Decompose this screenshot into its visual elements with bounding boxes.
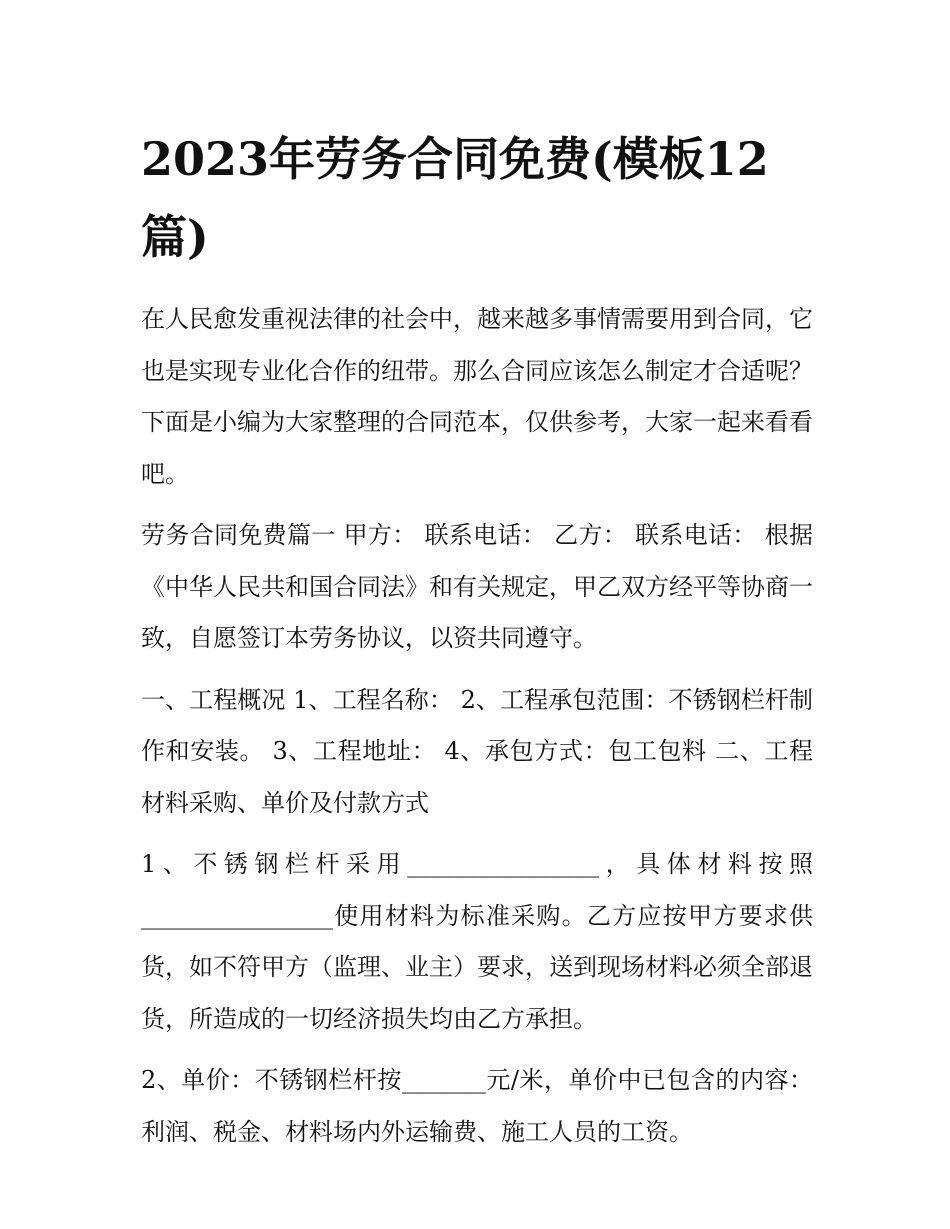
intro-paragraph: 在人民愈发重视法律的社会中，越来越多事情需要用到合同，它也是实现专业化合作的纽带。那么合同应该怎么制定才合适呢？下面是小编为大家整理的合同范本，仅供参考，大家一起来看看吧。 — [141, 305, 813, 488]
document-title: 2023年劳务合同免费(模板12篇) — [141, 132, 769, 264]
project-overview-paragraph: 一、工程概况 1、工程名称： 2、工程承包范围：不锈钢栏杆制作和安装。 3、工程地址： 4、承包方式：包工包料 二、工程材料采购、单价及付款方式 — [141, 685, 813, 817]
document-page — [141, 120, 813, 1158]
unit-price-clause-paragraph: 2、单价：不锈钢栏杆按_______元/米，单价中已包含的内容：利润、税金、材料场内外运输费、施工人员的工资。 — [141, 1066, 813, 1146]
material-clause-paragraph: 1、不锈钢栏杆采用________________，具体材料按照________________使用材料为标准采购。乙方应按甲方要求供货，如不符甲方（监理、业主）要求，送到现场材料必须全部退货，所造成的一切经济损失均由乙方承担。 — [141, 850, 813, 1033]
contract-parties-paragraph: 劳务合同免费篇一 甲方： 联系电话： 乙方： 联系电话： 根据《中华人民共和国合同法》和有关规定，甲乙双方经平等协商一致，自愿签订本劳务协议，以资共同遵守。 — [141, 521, 813, 652]
